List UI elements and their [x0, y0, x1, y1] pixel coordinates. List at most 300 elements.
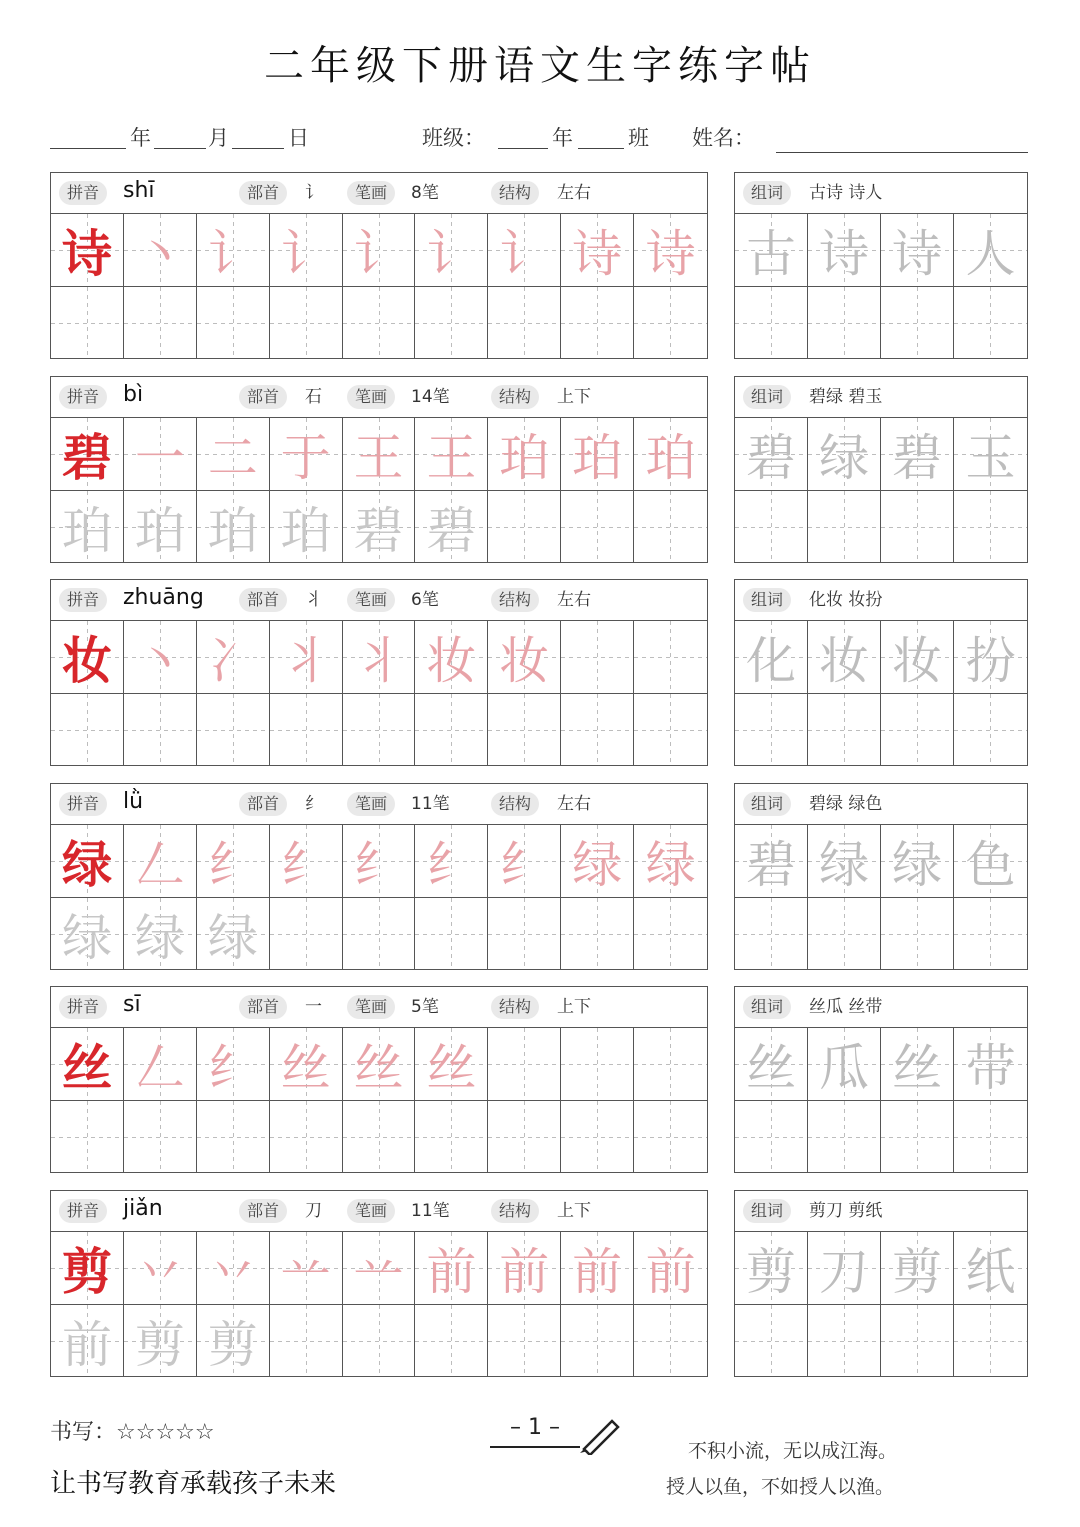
- stroke-step: 纟: [207, 1039, 258, 1097]
- writing-cell[interactable]: [634, 418, 707, 490]
- writing-cell[interactable]: [124, 825, 197, 897]
- writing-cell[interactable]: [634, 1305, 707, 1377]
- page-number: – 1 –: [490, 1415, 580, 1448]
- writing-cell[interactable]: [415, 1101, 488, 1173]
- word-writing-cell[interactable]: [881, 491, 954, 563]
- word-writing-cell[interactable]: [881, 1028, 954, 1100]
- stroke-step: 䒑: [353, 1243, 404, 1301]
- character-block: [50, 986, 1028, 1173]
- pen-icon: [578, 1415, 622, 1455]
- writing-cell[interactable]: [634, 1028, 707, 1100]
- word-writing-cell[interactable]: [881, 825, 954, 897]
- writing-cell[interactable]: [634, 287, 707, 359]
- words-tag: 组词: [743, 181, 791, 205]
- stroke-step: 前: [645, 1243, 696, 1301]
- day-blank[interactable]: [232, 148, 284, 149]
- words-value: 丝瓜 丝带: [809, 997, 883, 1017]
- stroke-step: 丬: [353, 632, 404, 690]
- writing-cell[interactable]: [343, 1305, 416, 1377]
- writing-cell[interactable]: [124, 898, 197, 970]
- word-writing-cell[interactable]: [808, 1232, 881, 1304]
- writing-cell[interactable]: [124, 491, 197, 563]
- writing-cell[interactable]: [415, 491, 488, 563]
- word-writing-cell[interactable]: [881, 1101, 954, 1173]
- writing-cell[interactable]: [124, 694, 197, 766]
- stroke-step: 二: [207, 429, 258, 487]
- stroke-step: 丶: [134, 632, 185, 690]
- class-ban-label: 班: [628, 126, 649, 150]
- strokes-tag: 笔画: [347, 995, 395, 1019]
- word-writing-cell[interactable]: [808, 418, 881, 490]
- word-writing-cell[interactable]: [735, 1101, 808, 1173]
- class-label: 班级：: [422, 126, 485, 150]
- trace-character: 刀: [819, 1243, 869, 1301]
- writing-cell[interactable]: [343, 825, 416, 897]
- strokes-tag: 笔画: [347, 588, 395, 612]
- character-block: [50, 783, 1028, 970]
- writing-cell[interactable]: [488, 898, 561, 970]
- trace-character: 妆: [819, 632, 869, 690]
- word-writing-cell[interactable]: [735, 418, 808, 490]
- writing-cell[interactable]: [270, 694, 343, 766]
- header-fields: [50, 122, 1030, 154]
- rating-label: 书写：☆☆☆☆☆: [50, 1420, 215, 1445]
- stroke-step: 珀: [645, 429, 696, 487]
- writing-cell[interactable]: [51, 1232, 124, 1304]
- radical-value: 石: [305, 387, 322, 407]
- writing-cell[interactable]: [634, 214, 707, 286]
- writing-cell[interactable]: [561, 1305, 634, 1377]
- slogan: 让书写教育承载孩子未来: [50, 1469, 337, 1499]
- writing-cell[interactable]: [415, 1305, 488, 1377]
- writing-cell[interactable]: [488, 825, 561, 897]
- writing-cell[interactable]: [561, 1028, 634, 1100]
- strokes-value: 6笔: [411, 590, 439, 610]
- pinyin-tag: 拼音: [59, 995, 107, 1019]
- stroke-step: 珀: [280, 502, 331, 560]
- writing-cell[interactable]: [197, 1305, 270, 1377]
- writing-cell[interactable]: [270, 621, 343, 693]
- word-writing-cell[interactable]: [808, 1101, 881, 1173]
- words-value: 剪刀 剪纸: [809, 1201, 883, 1221]
- writing-cell[interactable]: [197, 621, 270, 693]
- class-number-blank[interactable]: [578, 148, 624, 149]
- stroke-step: 纟: [207, 836, 258, 894]
- writing-cell[interactable]: [415, 287, 488, 359]
- writing-cell[interactable]: [197, 287, 270, 359]
- stroke-step: 讠: [426, 225, 477, 283]
- writing-cell[interactable]: [197, 1232, 270, 1304]
- word-writing-cell[interactable]: [881, 214, 954, 286]
- radical-value: 纟: [305, 794, 322, 814]
- word-writing-cell[interactable]: [954, 1305, 1027, 1377]
- stroke-step: 于: [280, 429, 331, 487]
- word-practice-panel: [734, 579, 1028, 766]
- word-writing-cell[interactable]: [954, 1232, 1027, 1304]
- writing-cell[interactable]: [197, 694, 270, 766]
- pinyin-value: sī: [123, 992, 141, 1017]
- stroke-step: 前: [426, 1243, 477, 1301]
- writing-cell[interactable]: [561, 621, 634, 693]
- stroke-step: 一: [134, 429, 185, 487]
- class-year-blank[interactable]: [498, 148, 548, 149]
- word-writing-cell[interactable]: [735, 287, 808, 359]
- pinyin-tag: 拼音: [59, 181, 107, 205]
- word-writing-cell[interactable]: [808, 287, 881, 359]
- info-bar: [51, 1191, 707, 1232]
- writing-cell[interactable]: [270, 1101, 343, 1173]
- stroke-step: 丝: [353, 1039, 404, 1097]
- writing-cell[interactable]: [197, 1101, 270, 1173]
- pinyin-value: lǜ: [123, 789, 144, 814]
- writing-cell[interactable]: [415, 694, 488, 766]
- writing-cell[interactable]: [270, 1028, 343, 1100]
- stroke-step: 碧: [426, 502, 477, 560]
- writing-cell[interactable]: [51, 418, 124, 490]
- year-blank[interactable]: [50, 148, 126, 149]
- word-writing-cell[interactable]: [954, 418, 1027, 490]
- word-writing-cell[interactable]: [735, 1028, 808, 1100]
- word-writing-cell[interactable]: [735, 621, 808, 693]
- stroke-step: 𠃋: [134, 1039, 185, 1097]
- word-writing-cell[interactable]: [954, 287, 1027, 359]
- stroke-step: 纟: [353, 836, 404, 894]
- writing-cell[interactable]: [415, 621, 488, 693]
- writing-cell[interactable]: [51, 491, 124, 563]
- word-writing-cell[interactable]: [881, 1305, 954, 1377]
- writing-cell[interactable]: [343, 1232, 416, 1304]
- writing-cell[interactable]: [415, 898, 488, 970]
- info-bar: [51, 784, 707, 825]
- writing-cell[interactable]: [343, 1028, 416, 1100]
- word-info-bar: [735, 1191, 1027, 1232]
- pinyin-tag: 拼音: [59, 792, 107, 816]
- trace-character: 剪: [892, 1243, 942, 1301]
- stroke-step: 珀: [61, 502, 112, 560]
- model-character: 丝: [61, 1039, 112, 1097]
- writing-cell[interactable]: [561, 825, 634, 897]
- model-character: 诗: [61, 225, 112, 283]
- radical-tag: 部首: [239, 588, 287, 612]
- stroke-step: 讠: [207, 225, 258, 283]
- word-writing-cell[interactable]: [735, 1232, 808, 1304]
- stroke-step: 丷: [207, 1243, 258, 1301]
- word-writing-cell[interactable]: [881, 1232, 954, 1304]
- character-block: [50, 172, 1028, 359]
- structure-value: 上下: [557, 387, 591, 407]
- writing-cell[interactable]: [51, 825, 124, 897]
- radical-tag: 部首: [239, 385, 287, 409]
- structure-value: 上下: [557, 1201, 591, 1221]
- model-character: 妆: [61, 632, 112, 690]
- trace-character: 绿: [819, 836, 869, 894]
- stroke-step: 珀: [134, 502, 185, 560]
- structure-tag: 结构: [491, 181, 539, 205]
- stroke-step: 䒑: [280, 1243, 331, 1301]
- writing-cell[interactable]: [343, 621, 416, 693]
- writing-cell[interactable]: [561, 1232, 634, 1304]
- writing-cell[interactable]: [197, 825, 270, 897]
- writing-cell[interactable]: [634, 621, 707, 693]
- writing-cell[interactable]: [488, 1101, 561, 1173]
- writing-cell[interactable]: [270, 1232, 343, 1304]
- writing-cell[interactable]: [488, 491, 561, 563]
- word-writing-cell[interactable]: [881, 418, 954, 490]
- writing-cell[interactable]: [197, 491, 270, 563]
- info-bar: [51, 377, 707, 418]
- stroke-step: 丷: [134, 1243, 185, 1301]
- words-value: 古诗 诗人: [809, 183, 883, 203]
- trace-character: 化: [746, 632, 796, 690]
- writing-cell[interactable]: [124, 418, 197, 490]
- word-practice-panel: [734, 376, 1028, 563]
- writing-cell[interactable]: [270, 898, 343, 970]
- writing-cell[interactable]: [488, 621, 561, 693]
- writing-cell[interactable]: [561, 418, 634, 490]
- word-practice-panel: [734, 986, 1028, 1173]
- pinyin-value: zhuāng: [123, 585, 204, 610]
- writing-cell[interactable]: [124, 214, 197, 286]
- stroke-step: 纟: [426, 836, 477, 894]
- strokes-value: 8笔: [411, 183, 439, 203]
- word-writing-cell[interactable]: [808, 214, 881, 286]
- writing-cell[interactable]: [561, 287, 634, 359]
- word-writing-cell[interactable]: [735, 214, 808, 286]
- writing-cell[interactable]: [561, 214, 634, 286]
- writing-cell[interactable]: [488, 214, 561, 286]
- writing-cell[interactable]: [124, 1028, 197, 1100]
- structure-value: 上下: [557, 997, 591, 1017]
- word-writing-cell[interactable]: [954, 214, 1027, 286]
- trace-character: 古: [746, 225, 796, 283]
- writing-cell[interactable]: [124, 1232, 197, 1304]
- writing-cell[interactable]: [197, 418, 270, 490]
- writing-cell[interactable]: [51, 1028, 124, 1100]
- stroke-step: 纟: [499, 836, 550, 894]
- word-writing-cell[interactable]: [954, 825, 1027, 897]
- writing-cell[interactable]: [343, 491, 416, 563]
- trace-character: 诗: [892, 225, 942, 283]
- trace-character: 绿: [892, 836, 942, 894]
- writing-cell[interactable]: [270, 491, 343, 563]
- model-character: 碧: [61, 429, 112, 487]
- info-bar: [51, 580, 707, 621]
- writing-cell[interactable]: [488, 1232, 561, 1304]
- word-writing-cell[interactable]: [954, 1028, 1027, 1100]
- words-tag: 组词: [743, 995, 791, 1019]
- writing-cell[interactable]: [197, 1028, 270, 1100]
- stroke-step: 前: [499, 1243, 550, 1301]
- strokes-value: 11笔: [411, 1201, 450, 1221]
- writing-cell[interactable]: [51, 621, 124, 693]
- writing-cell[interactable]: [51, 898, 124, 970]
- word-writing-cell[interactable]: [735, 1305, 808, 1377]
- stroke-order-panel: [50, 1190, 708, 1377]
- stroke-step: 剪: [134, 1316, 185, 1374]
- strokes-tag: 笔画: [347, 1199, 395, 1223]
- word-writing-cell[interactable]: [954, 898, 1027, 970]
- stroke-step: 讠: [499, 225, 550, 283]
- day-label: 日: [288, 126, 309, 150]
- word-info-bar: [735, 377, 1027, 418]
- writing-cell[interactable]: [634, 491, 707, 563]
- name-label: 姓名：: [692, 126, 755, 150]
- name-blank[interactable]: [776, 152, 1028, 153]
- word-writing-cell[interactable]: [808, 898, 881, 970]
- radical-value: 一: [305, 997, 322, 1017]
- trace-character: 碧: [746, 429, 796, 487]
- writing-cell[interactable]: [343, 898, 416, 970]
- writing-cell[interactable]: [270, 825, 343, 897]
- writing-cell[interactable]: [124, 1305, 197, 1377]
- writing-cell[interactable]: [634, 694, 707, 766]
- radical-value: 丬: [305, 590, 322, 610]
- stroke-step: 妆: [499, 632, 550, 690]
- writing-cell[interactable]: [270, 287, 343, 359]
- writing-cell[interactable]: [124, 621, 197, 693]
- word-writing-cell[interactable]: [881, 621, 954, 693]
- trace-character: 碧: [746, 836, 796, 894]
- structure-tag: 结构: [491, 588, 539, 612]
- trace-character: 妆: [892, 632, 942, 690]
- word-writing-cell[interactable]: [735, 825, 808, 897]
- word-writing-cell[interactable]: [808, 1028, 881, 1100]
- writing-cell[interactable]: [415, 1028, 488, 1100]
- writing-cell[interactable]: [415, 418, 488, 490]
- stroke-step: 纟: [280, 836, 331, 894]
- words-value: 碧绿 碧玉: [809, 387, 883, 407]
- stroke-step: 王: [426, 429, 477, 487]
- writing-cell[interactable]: [51, 1101, 124, 1173]
- word-writing-cell[interactable]: [881, 898, 954, 970]
- writing-cell[interactable]: [343, 418, 416, 490]
- trace-character: 纸: [965, 1243, 1016, 1301]
- stroke-order-panel: [50, 986, 708, 1173]
- writing-cell[interactable]: [634, 825, 707, 897]
- word-practice-panel: [734, 172, 1028, 359]
- trace-character: 扮: [965, 632, 1016, 690]
- stroke-step: 讠: [280, 225, 331, 283]
- writing-cell[interactable]: [270, 1305, 343, 1377]
- stroke-step: 碧: [353, 502, 404, 560]
- writing-cell[interactable]: [561, 898, 634, 970]
- stroke-order-panel: [50, 783, 708, 970]
- word-writing-cell[interactable]: [808, 621, 881, 693]
- writing-cell[interactable]: [415, 214, 488, 286]
- structure-value: 左右: [557, 794, 591, 814]
- writing-cell[interactable]: [51, 287, 124, 359]
- word-writing-cell[interactable]: [954, 491, 1027, 563]
- quote-line-2: 授人以鱼，不如授人以渔。: [666, 1476, 895, 1498]
- radical-tag: 部首: [239, 792, 287, 816]
- writing-cell[interactable]: [343, 1101, 416, 1173]
- writing-cell[interactable]: [634, 1101, 707, 1173]
- writing-cell[interactable]: [561, 491, 634, 563]
- stroke-step: 绿: [134, 909, 185, 967]
- writing-cell[interactable]: [124, 1101, 197, 1173]
- writing-cell[interactable]: [197, 214, 270, 286]
- writing-cell[interactable]: [343, 214, 416, 286]
- word-writing-cell[interactable]: [808, 694, 881, 766]
- writing-cell[interactable]: [488, 287, 561, 359]
- word-writing-cell[interactable]: [954, 1101, 1027, 1173]
- model-character: 绿: [61, 836, 112, 894]
- quote-line-1: 不积小流，无以成江海。: [688, 1440, 898, 1462]
- radical-tag: 部首: [239, 181, 287, 205]
- word-info-bar: [735, 987, 1027, 1028]
- writing-cell[interactable]: [561, 694, 634, 766]
- word-writing-cell[interactable]: [735, 491, 808, 563]
- stroke-step: 妆: [426, 632, 477, 690]
- stroke-step: 珀: [207, 502, 258, 560]
- pinyin-value: bì: [123, 382, 144, 407]
- word-writing-cell[interactable]: [808, 1305, 881, 1377]
- word-writing-cell[interactable]: [881, 287, 954, 359]
- writing-cell[interactable]: [488, 694, 561, 766]
- writing-cell[interactable]: [634, 898, 707, 970]
- stroke-step: 绿: [207, 909, 258, 967]
- stroke-step: 前: [572, 1243, 623, 1301]
- word-writing-cell[interactable]: [954, 621, 1027, 693]
- writing-cell[interactable]: [415, 825, 488, 897]
- writing-cell[interactable]: [488, 1305, 561, 1377]
- word-writing-cell[interactable]: [735, 694, 808, 766]
- strokes-tag: 笔画: [347, 385, 395, 409]
- strokes-value: 11笔: [411, 794, 450, 814]
- character-block: [50, 1190, 1028, 1377]
- word-writing-cell[interactable]: [881, 694, 954, 766]
- word-writing-cell[interactable]: [954, 694, 1027, 766]
- writing-cell[interactable]: [343, 287, 416, 359]
- structure-tag: 结构: [491, 995, 539, 1019]
- structure-value: 左右: [557, 590, 591, 610]
- stroke-step: 诗: [572, 225, 623, 283]
- month-blank[interactable]: [154, 148, 206, 149]
- trace-character: 色: [965, 836, 1016, 894]
- radical-value: 讠: [305, 183, 322, 203]
- writing-cell[interactable]: [561, 1101, 634, 1173]
- structure-tag: 结构: [491, 792, 539, 816]
- writing-cell[interactable]: [634, 1232, 707, 1304]
- writing-cell[interactable]: [51, 214, 124, 286]
- writing-cell[interactable]: [51, 694, 124, 766]
- word-writing-cell[interactable]: [808, 825, 881, 897]
- writing-cell[interactable]: [415, 1232, 488, 1304]
- pinyin-tag: 拼音: [59, 385, 107, 409]
- trace-character: 带: [965, 1039, 1016, 1097]
- writing-cell[interactable]: [488, 418, 561, 490]
- model-character: 剪: [61, 1243, 112, 1301]
- stroke-step: 冫: [207, 632, 258, 690]
- pinyin-tag: 拼音: [59, 1199, 107, 1223]
- writing-cell[interactable]: [343, 694, 416, 766]
- writing-cell[interactable]: [270, 418, 343, 490]
- writing-cell[interactable]: [124, 287, 197, 359]
- strokes-tag: 笔画: [347, 181, 395, 205]
- writing-cell[interactable]: [197, 898, 270, 970]
- word-practice-panel: [734, 1190, 1028, 1377]
- word-writing-cell[interactable]: [735, 898, 808, 970]
- trace-character: 绿: [819, 429, 869, 487]
- writing-cell[interactable]: [488, 1028, 561, 1100]
- month-label: 月: [208, 126, 229, 150]
- writing-cell[interactable]: [270, 214, 343, 286]
- words-tag: 组词: [743, 1199, 791, 1223]
- trace-character: 诗: [819, 225, 869, 283]
- writing-cell[interactable]: [51, 1305, 124, 1377]
- word-writing-cell[interactable]: [808, 491, 881, 563]
- stroke-step: 前: [61, 1316, 112, 1374]
